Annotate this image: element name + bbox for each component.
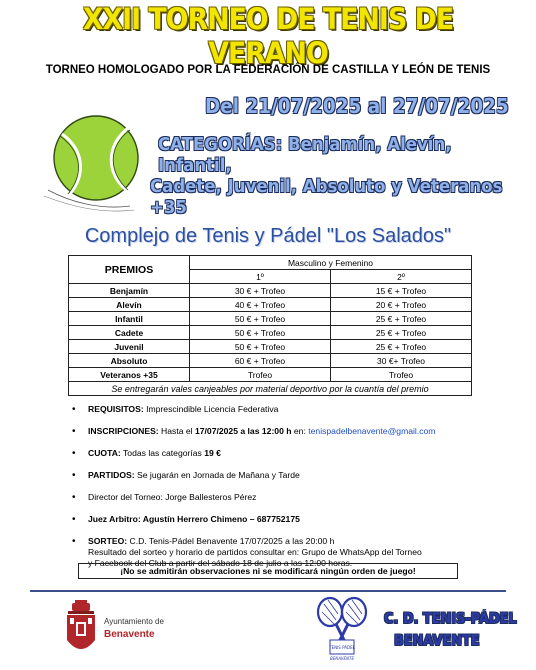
requisitos-label: REQUISITOS: bbox=[88, 404, 144, 414]
tournament-title: XXII TORNEO DE TENIS DE VERANO bbox=[82, 2, 454, 70]
inscripciones-text: Hasta el bbox=[158, 426, 195, 436]
table-row bbox=[69, 340, 472, 354]
requisitos-text: Imprescindible Licencia Federativa bbox=[143, 404, 279, 414]
categories-line-1: CATEGORÍAS: Benjamín, Alevín, Infantil, bbox=[158, 134, 452, 176]
partidos-text: Se jugarán en Jornada de Mañana y Tarde bbox=[134, 470, 300, 480]
ayuntamiento-line-2: Benavente bbox=[104, 629, 155, 640]
categories-line-2: Cadete, Juvenil, Absoluto y Veteranos +35 bbox=[150, 176, 503, 218]
first-prize-cell: 50 € + Trofeo bbox=[190, 326, 331, 340]
table-row bbox=[69, 298, 472, 312]
second-prize-cell: 25 € + Trofeo bbox=[331, 326, 472, 340]
list-item bbox=[72, 492, 492, 503]
ayuntamiento-crest-icon bbox=[64, 600, 98, 660]
divider bbox=[30, 590, 506, 592]
club-name-line-1: C. D. TENIS-PÁDEL bbox=[384, 611, 517, 627]
tennis-ball-icon bbox=[40, 110, 144, 214]
svg-text:BENAVENTE: BENAVENTE bbox=[329, 656, 355, 661]
table-row bbox=[69, 368, 472, 382]
sorteo-text: C.D. Tenis-Pádel Benavente 17/07/2025 a las 20:00 h bbox=[127, 536, 335, 546]
homologation-subtitle: TORNEO HOMOLOGADO POR LA FEDERACIÓN DE CASTILLA Y LEÓN DE TENIS bbox=[45, 64, 491, 76]
first-prize-cell: Trofeo bbox=[190, 368, 331, 382]
first-prize-cell: 50 € + Trofeo bbox=[190, 312, 331, 326]
email-link[interactable]: tenispadelbenavente@gmail.com bbox=[308, 426, 436, 436]
first-place-header: 1º bbox=[190, 270, 331, 284]
director-text: Director del Torneo: Jorge Ballesteros Pérez bbox=[88, 492, 257, 502]
table-row bbox=[69, 326, 472, 340]
inscripciones-text-2: en: bbox=[291, 426, 309, 436]
list-item bbox=[72, 448, 492, 459]
second-prize-cell: 30 €+ Trofeo bbox=[331, 354, 472, 368]
cuota-text: Todas las categorías bbox=[120, 448, 205, 458]
club-name-line-2: BENAVENTE bbox=[394, 633, 480, 649]
list-item bbox=[72, 514, 492, 525]
category-cell: Infantil bbox=[69, 312, 190, 326]
sorteo-label: SORTEO: bbox=[88, 536, 128, 546]
first-prize-cell: 30 € + Trofeo bbox=[190, 284, 331, 298]
category-cell: Juvenil bbox=[69, 340, 190, 354]
partidos-label: PARTIDOS: bbox=[88, 470, 135, 480]
club-logo-icon bbox=[310, 596, 374, 662]
cuota-amount: 19 € bbox=[204, 448, 221, 458]
second-prize-cell: 25 € + Trofeo bbox=[331, 340, 472, 354]
inscripciones-deadline: 17/07/2025 a las 12:00 h bbox=[194, 426, 292, 436]
warning-box: ¡No se admitirán observaciones ni se modificará ningún orden de juego! bbox=[78, 563, 458, 579]
prizes-table bbox=[68, 255, 472, 396]
table-row bbox=[69, 312, 472, 326]
venue-name: Complejo de Tenis y Pádel "Los Salados" bbox=[84, 225, 452, 247]
cuota-label: CUOTA: bbox=[88, 448, 121, 458]
group-header: Masculino y Femenino bbox=[190, 256, 472, 270]
sorteo-line-3: y Facebook del Club a partir del sábado 18 de julio a las 12:00 horas. bbox=[88, 558, 353, 568]
list-item bbox=[72, 470, 492, 481]
first-prize-cell: 60 € + Trofeo bbox=[190, 354, 331, 368]
second-prize-cell: 15 € + Trofeo bbox=[331, 284, 472, 298]
second-prize-cell: 25 € + Trofeo bbox=[331, 312, 472, 326]
inscripciones-label: INSCRIPCIONES: bbox=[88, 426, 159, 436]
list-item bbox=[72, 404, 492, 415]
arbitro-text: Juez Arbitro: Agustín Herrero Chimeno – 687752175 bbox=[88, 514, 300, 524]
svg-text:TENIS PÁDEL: TENIS PÁDEL bbox=[329, 645, 355, 650]
first-prize-cell: 50 € + Trofeo bbox=[190, 340, 331, 354]
list-item bbox=[72, 426, 492, 437]
table-row bbox=[69, 354, 472, 368]
info-list bbox=[72, 404, 492, 580]
ayuntamiento-line-1: Ayuntamiento de bbox=[104, 617, 164, 626]
sorteo-line-2: Resultado del sorteo y horario de partidos consultar en: Grupo de WhatsApp del Torneo bbox=[88, 547, 422, 557]
category-cell: Absoluto bbox=[69, 354, 190, 368]
category-cell: Alevín bbox=[69, 298, 190, 312]
second-prize-cell: 20 € + Trofeo bbox=[331, 298, 472, 312]
prizes-note: Se entregarán vales canjeables por material deportivo por la cuantía del premio bbox=[69, 382, 472, 396]
first-prize-cell: 40 € + Trofeo bbox=[190, 298, 331, 312]
tournament-dates: Del 21/07/2025 al 27/07/2025 bbox=[205, 94, 509, 118]
category-cell: Cadete bbox=[69, 326, 190, 340]
second-prize-cell: Trofeo bbox=[331, 368, 472, 382]
table-row bbox=[69, 284, 472, 298]
category-cell: Benjamín bbox=[69, 284, 190, 298]
prizes-heading: PREMIOS bbox=[69, 256, 190, 284]
category-cell: Veteranos +35 bbox=[69, 368, 190, 382]
second-place-header: 2º bbox=[331, 270, 472, 284]
